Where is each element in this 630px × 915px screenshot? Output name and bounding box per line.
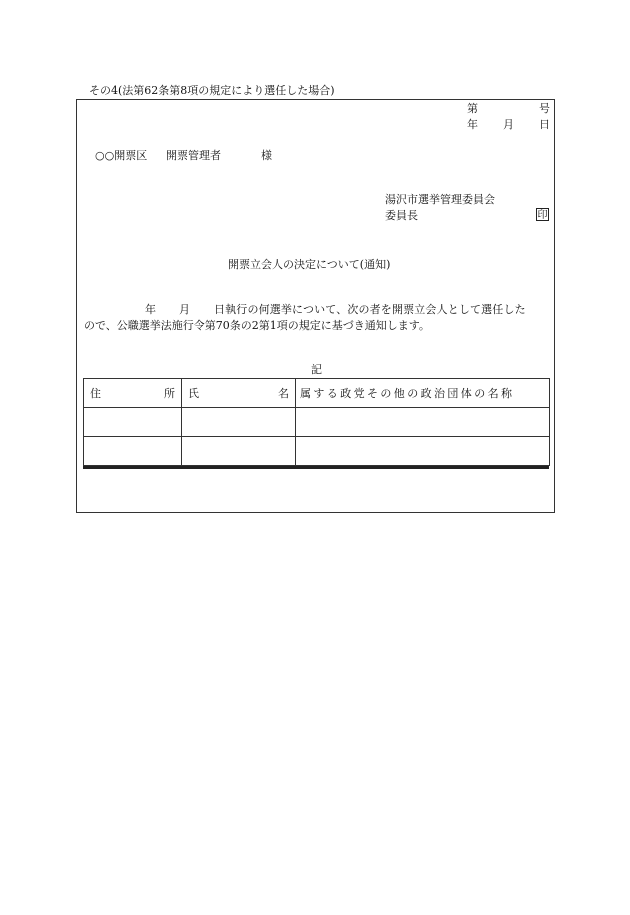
sender-title: 委員長 [385, 209, 418, 222]
date-day: 日 [539, 118, 550, 131]
header-address-a: 住 [90, 387, 101, 400]
header-name-b: 名 [278, 387, 289, 400]
number-suffix: 号 [539, 102, 550, 115]
table-row [84, 437, 550, 466]
addressee-honorific: 様 [261, 149, 272, 162]
table-bottom-rule [83, 466, 549, 469]
header-party [296, 379, 550, 408]
number-prefix: 第 [467, 102, 478, 115]
subject-title: 開票立会人の決定について(通知) [228, 258, 391, 271]
table-header-row [84, 379, 550, 408]
body-line2: ので、公職選挙法施行令第70条の2第1項の規定に基づき通知します。 [84, 319, 430, 332]
row1-party-cell[interactable] [296, 408, 550, 437]
body-year: 年 [145, 303, 156, 316]
header-party-label: 属する政党その他の政治団体の名称 [300, 387, 515, 400]
date-month: 月 [503, 118, 514, 131]
row2-party-cell[interactable] [296, 437, 550, 466]
header-name [182, 379, 296, 408]
form-caption: その4(法第62条第8項の規定により選任した場合) [89, 84, 335, 97]
addressee-district: ○○開票区 [95, 149, 148, 162]
row1-name-cell[interactable] [182, 408, 296, 437]
ki-marker: 記 [311, 363, 322, 376]
appointee-table [83, 378, 550, 466]
row2-address-cell[interactable] [84, 437, 182, 466]
row2-name-cell[interactable] [182, 437, 296, 466]
header-address [84, 379, 182, 408]
header-name-a: 氏 [188, 387, 199, 400]
body-line1-rest: 日執行の何選挙について、次の者を開票立会人として選任した [214, 303, 526, 316]
date-year: 年 [467, 118, 478, 131]
header-address-b: 所 [164, 387, 175, 400]
seal-box: 印 [537, 210, 548, 221]
row1-address-cell[interactable] [84, 408, 182, 437]
body-month: 月 [179, 303, 190, 316]
addressee-role: 開票管理者 [166, 149, 221, 162]
sender-committee: 湯沢市選挙管理委員会 [385, 193, 495, 206]
table-row [84, 408, 550, 437]
